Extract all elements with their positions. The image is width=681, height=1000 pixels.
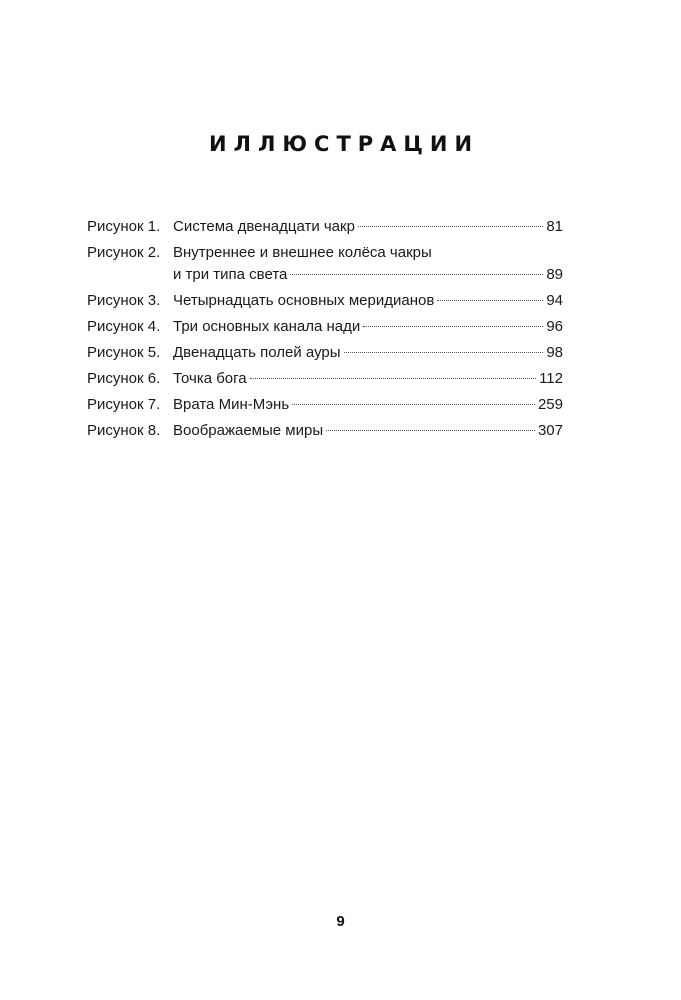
figure-title: Четырнадцать основных меридианов [173, 292, 435, 309]
page-ref: 98 [546, 344, 563, 361]
figure-label: Рисунок 1. [87, 218, 161, 235]
dot-leader [437, 300, 543, 301]
page-ref: 94 [546, 292, 563, 309]
figure-title: Врата Мин-Мэнь [173, 396, 290, 413]
toc-entry-figure-8[interactable] [87, 420, 563, 442]
page-ref: 89 [546, 266, 563, 283]
toc-entry-figure-4[interactable] [87, 316, 563, 338]
dot-leader [250, 378, 536, 379]
toc-entry-figure-6[interactable] [87, 368, 563, 390]
page-ref: 307 [537, 422, 563, 439]
toc-entry-figure-2[interactable] [87, 242, 563, 286]
figure-label: Рисунок 3. [87, 292, 161, 309]
figure-label: Рисунок 2. [87, 244, 161, 261]
figure-label: Рисунок 4. [87, 318, 161, 335]
dot-leader [344, 352, 544, 353]
figure-title-line-2: и три типа света [173, 266, 288, 283]
dot-leader [290, 274, 543, 275]
figure-label: Рисунок 6. [87, 370, 161, 387]
page-ref: 259 [537, 396, 563, 413]
dot-leader [358, 226, 543, 227]
illustrations-list [87, 216, 563, 446]
figure-title: Точка бога [173, 370, 247, 387]
dot-leader [326, 430, 535, 431]
toc-entry-figure-1[interactable] [87, 216, 563, 238]
page-ref: 81 [546, 218, 563, 235]
figure-title: Двенадцать полей ауры [173, 344, 341, 361]
page-ref: 96 [546, 318, 563, 335]
dot-leader [292, 404, 535, 405]
page-ref: 112 [539, 370, 563, 387]
figure-title-line-1: Внутреннее и внешнее колёса чакры [173, 244, 432, 261]
figure-label: Рисунок 8. [87, 422, 161, 439]
toc-entry-figure-5[interactable] [87, 342, 563, 364]
figure-label: Рисунок 7. [87, 396, 161, 413]
figure-title: Воображаемые миры [173, 422, 324, 439]
toc-entry-figure-3[interactable] [87, 290, 563, 312]
figure-title: Три основных канала нади [173, 318, 361, 335]
page-title: ИЛЛЮСТРАЦИИ [208, 132, 480, 156]
toc-entry-figure-7[interactable] [87, 394, 563, 416]
page-number: 9 [336, 913, 345, 930]
figure-title: Система двенадцати чакр [173, 218, 355, 235]
dot-leader [363, 326, 543, 327]
figure-label: Рисунок 5. [87, 344, 161, 361]
